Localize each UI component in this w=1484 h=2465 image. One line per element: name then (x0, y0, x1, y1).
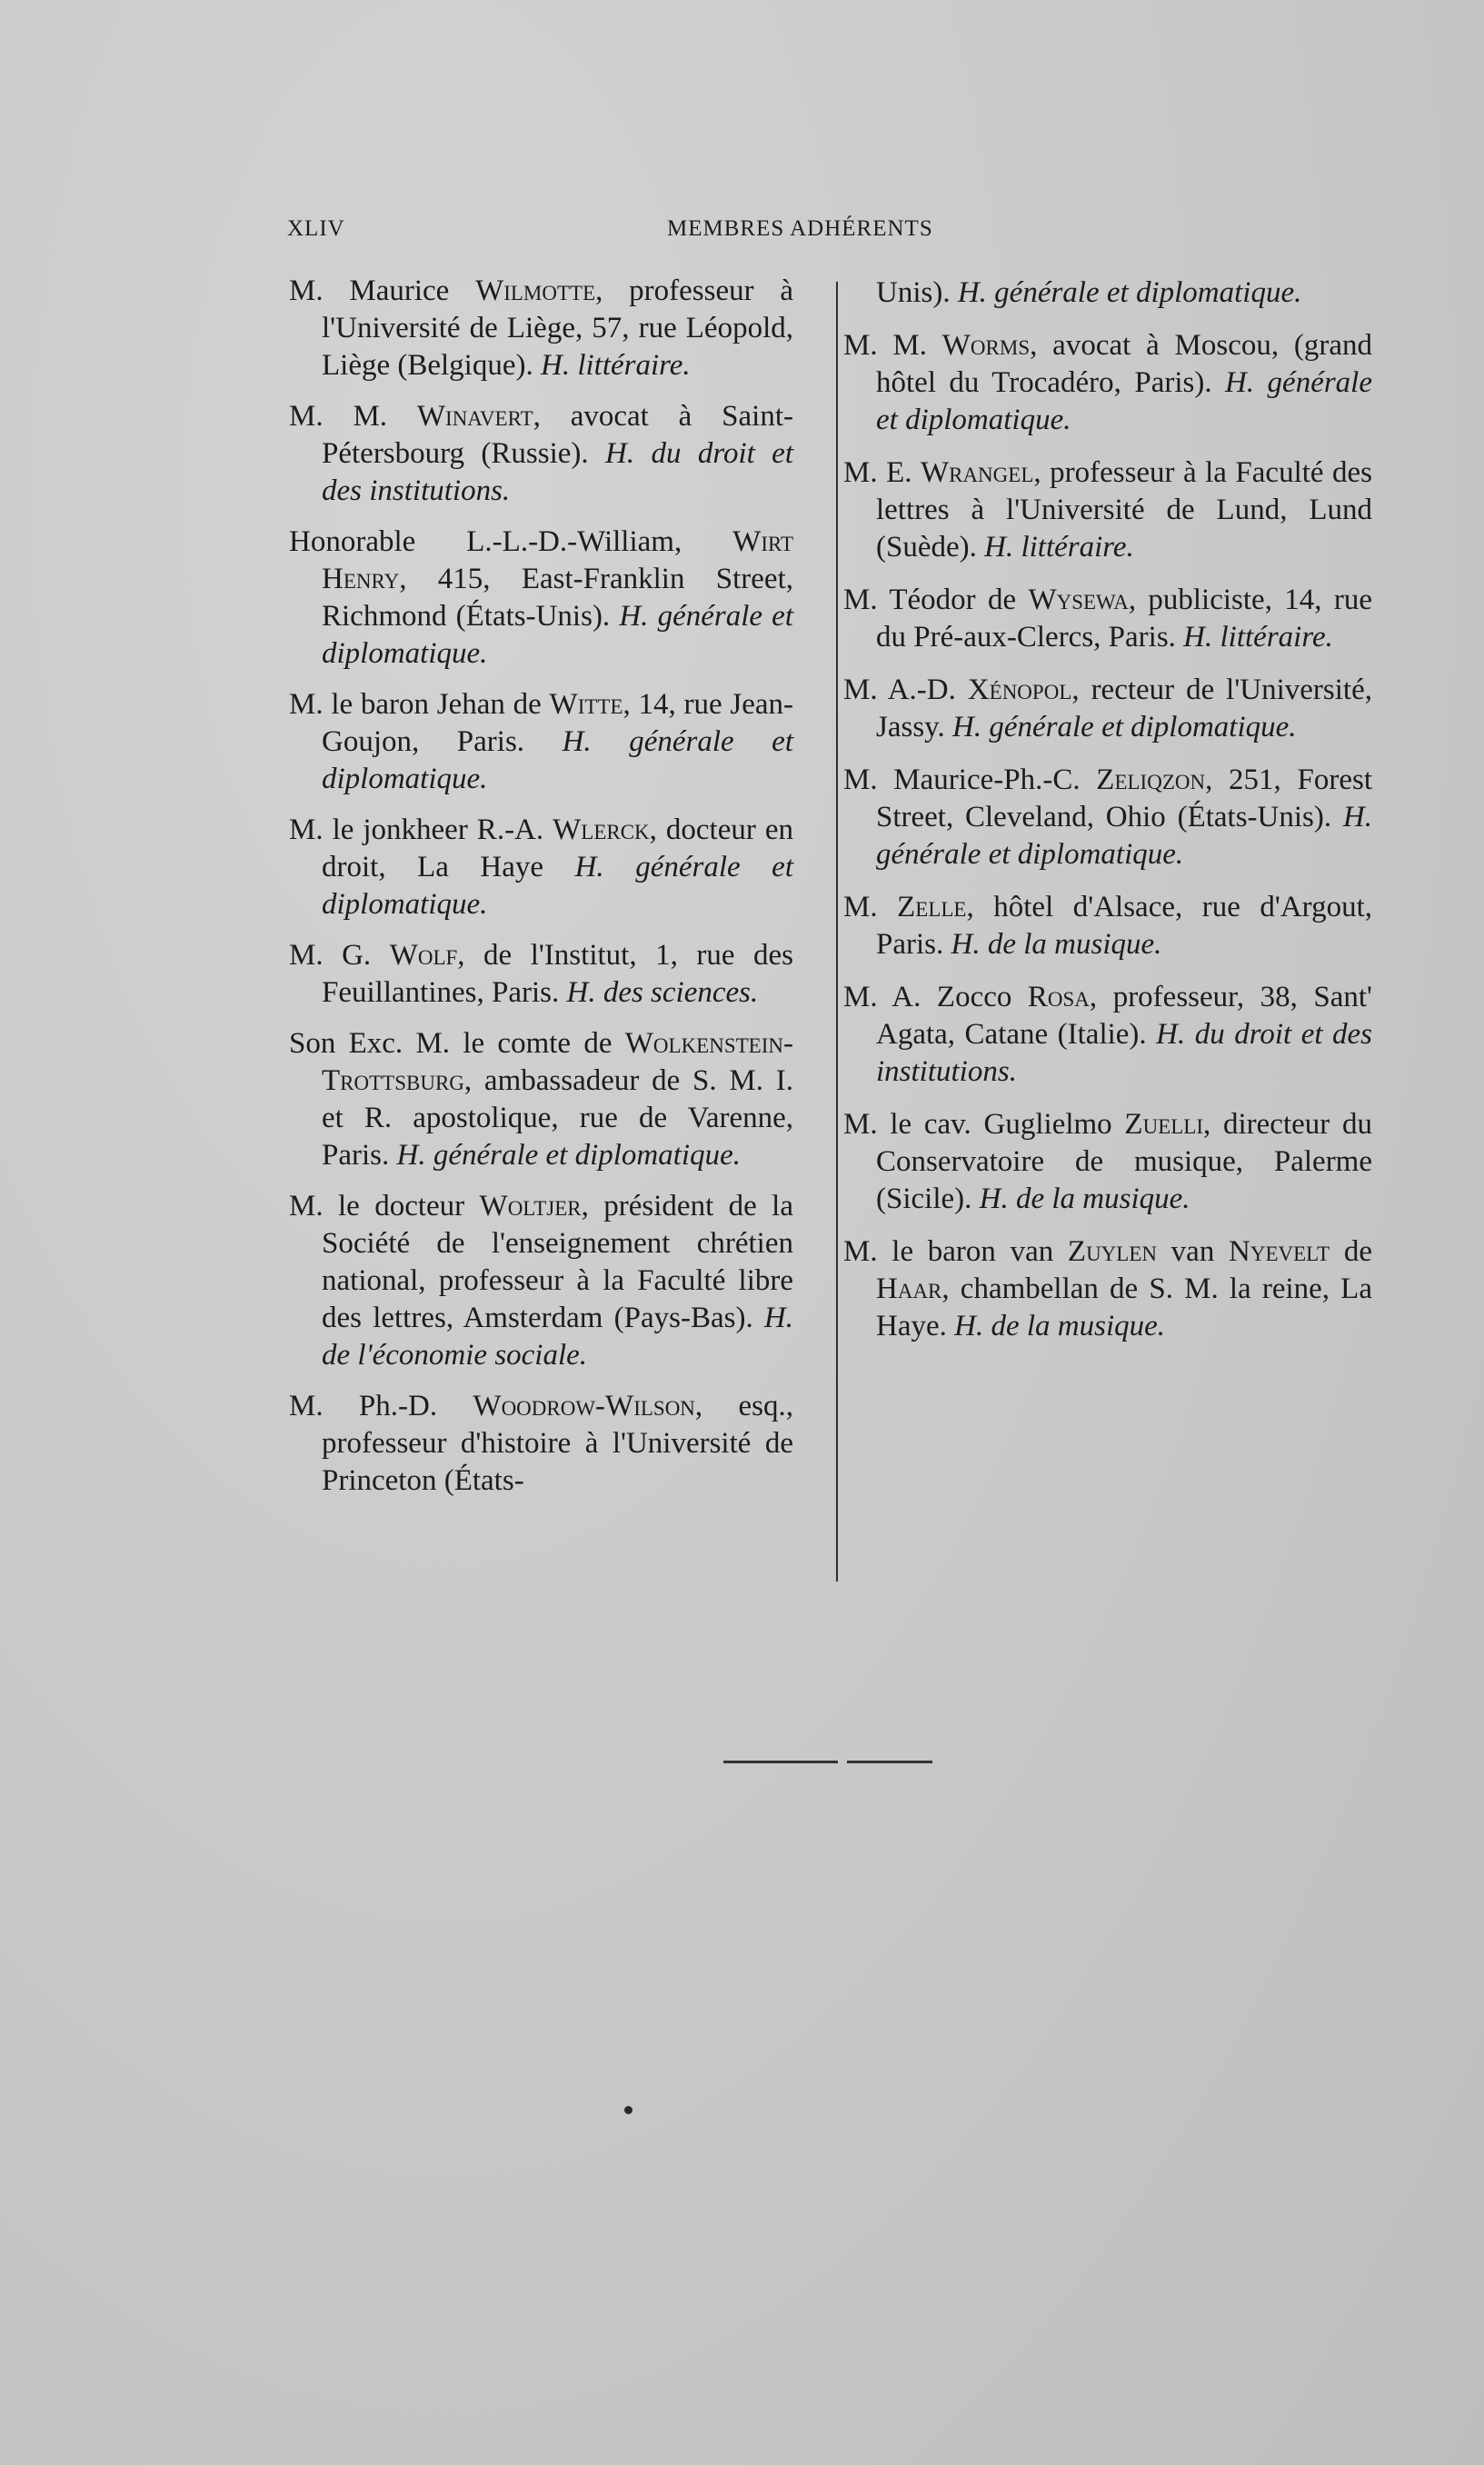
entry-text: M. E. (843, 456, 921, 489)
left-column (289, 273, 793, 1513)
member-entry (843, 582, 1372, 656)
entry-text: , ambassadeur de S. M. I. et R. apostolique, rue de Varenne, Paris. (322, 1064, 793, 1172)
entry-text: , 251, Forest Street, Cleveland, Ohio (États-Unis). (876, 763, 1372, 833)
entry-text: M. le cav. Guglielmo (843, 1108, 1125, 1141)
member-entry (843, 274, 1372, 312)
section-label: H. générale et diplomatique. (876, 366, 1372, 436)
member-name: Nyevelt (1229, 1235, 1330, 1268)
member-name: Zuylen (1067, 1235, 1157, 1268)
entry-text: , chambellan de S. M. la reine, La Haye. (876, 1272, 1372, 1342)
entry-text: M. M. (289, 400, 417, 433)
member-name: Wilmotte (475, 274, 596, 307)
entry-text: , professeur à la Faculté des lettres à l'Université de Lund, Lund (Suède). (876, 456, 1373, 564)
column-separator (836, 282, 838, 1582)
entry-text: , président de la Société de l'enseignement chrétien national, professeur à la Faculté libre des lettres, Amsterdam (Pays-Bas). (322, 1190, 793, 1334)
entry-text: , hôtel d'Alsace, rue d'Argout, Paris. (876, 891, 1372, 961)
section-label: H. de l'économie sociale. (322, 1302, 793, 1372)
member-name: Winavert (416, 400, 533, 433)
section-label: H. générale et diplomatique. (322, 725, 793, 795)
member-entry (289, 273, 793, 384)
entry-text: , professeur à l'Université de Liège, 57, rue Léopold, Liège (Belgique). (322, 274, 793, 382)
member-name: Wolf (389, 939, 458, 972)
member-entry (289, 398, 793, 510)
member-entry (289, 524, 793, 673)
entry-text: M. le docteur (289, 1190, 480, 1223)
member-name: Wolkenstein-Trottsburg (322, 1027, 793, 1097)
page-title: MEMBRES ADHÉRENTS (667, 216, 933, 241)
entry-text: M. le jonkheer R.-A. (289, 813, 553, 846)
member-entry (843, 1233, 1372, 1345)
member-name: Worms (941, 329, 1031, 362)
member-name: Haar (876, 1272, 942, 1305)
entry-text: , avocat à Moscou, (grand hôtel du Trocadéro, Paris). (876, 329, 1373, 399)
entry-text: M. M. (843, 329, 942, 362)
end-rule-left (723, 1761, 838, 1763)
member-name: Woodrow-Wilson (473, 1390, 695, 1422)
right-column (843, 274, 1372, 1361)
entry-text: , recteur de l'Université, Jassy. (876, 674, 1372, 743)
member-entry (843, 889, 1372, 963)
member-entry (289, 686, 793, 798)
member-entry (843, 1106, 1372, 1218)
section-label: H. de la musique. (951, 928, 1162, 961)
entry-text: , directeur du Conservatoire de musique, Palerme (Sicile). (876, 1108, 1372, 1215)
entry-text: de (1330, 1235, 1372, 1268)
entry-text: , esq., professeur d'histoire à l'Université de Princeton (États- (322, 1390, 793, 1497)
entry-text: , avocat à Saint-Pétersbourg (Russie). (322, 400, 793, 470)
entry-text: M. (843, 891, 898, 923)
member-entry (843, 454, 1372, 566)
entry-text: , 415, East-Franklin Street, Richmond (États-Unis). (322, 563, 793, 633)
entry-text: M. Ph.-D. (289, 1390, 473, 1422)
section-label: H. du droit et des institutions. (876, 1018, 1372, 1088)
entry-text: , de l'Institut, 1, rue des Feuillantines, Paris. (322, 939, 793, 1009)
member-name: Wirt Henry (322, 525, 793, 595)
entry-text: , publiciste, 14, rue du Pré-aux-Clercs, Paris. (876, 584, 1373, 654)
entry-text: M. G. (289, 939, 390, 972)
member-entry (289, 1388, 793, 1500)
member-name: Witte (549, 688, 623, 721)
entry-text: Honorable L.-L.-D.-William, (289, 525, 733, 558)
entry-text: M. Maurice (289, 274, 476, 307)
member-entry (289, 1025, 793, 1174)
member-entry (289, 1188, 793, 1374)
entry-text: M. Maurice-Ph.-C. (843, 763, 1097, 796)
section-label: H. de la musique. (979, 1183, 1190, 1215)
ink-dot (624, 2106, 632, 2114)
section-label: H. de la musique. (954, 1310, 1166, 1342)
section-label: H. des sciences. (566, 976, 759, 1009)
member-entry (843, 979, 1372, 1091)
section-label: H. générale et diplomatique. (322, 851, 793, 921)
entry-text: M. Téodor de (843, 584, 1029, 616)
section-label: H. littéraire. (541, 349, 691, 382)
section-label: H. générale et diplomatique. (322, 600, 793, 670)
member-name: Zelle (897, 891, 967, 923)
running-header (287, 216, 983, 249)
entry-text: M. A.-D. (843, 674, 968, 706)
member-name: Zeliqzon (1096, 763, 1206, 796)
section-label: H. littéraire. (984, 531, 1134, 564)
member-name: Wysewa (1028, 584, 1129, 616)
member-name: Rosa (1027, 981, 1090, 1013)
section-label: H. du droit et des institutions. (322, 437, 793, 507)
entry-text: , professeur, 38, Sant' Agata, Catane (Italie). (876, 981, 1372, 1051)
section-label: H. générale et diplomatique. (396, 1139, 742, 1172)
entry-text: M. le baron Jehan de (289, 688, 550, 721)
entry-text: Son Exc. M. le comte de (289, 1027, 625, 1060)
member-entry (289, 937, 793, 1012)
member-name: Zuelli (1124, 1108, 1203, 1141)
end-rule-right (847, 1761, 932, 1763)
section-label: H. générale et diplomatique. (957, 276, 1302, 309)
entry-text: van (1157, 1235, 1230, 1268)
section-label: H. générale et diplomatique. (952, 711, 1297, 743)
member-name: Wlerck (553, 813, 650, 846)
member-name: Wrangel (920, 456, 1034, 489)
page-number: XLIV (287, 216, 345, 241)
section-label: H. générale et diplomatique. (876, 801, 1372, 871)
entry-text: , 14, rue Jean-Goujon, Paris. (322, 688, 794, 758)
member-entry (843, 327, 1372, 439)
entry-text: Unis). (876, 276, 958, 309)
entry-text: M. A. Zocco (843, 981, 1028, 1013)
section-label: H. littéraire. (1183, 621, 1333, 654)
entry-text: , docteur en droit, La Haye (322, 813, 793, 883)
member-entry (843, 672, 1372, 746)
entry-text: M. le baron van (843, 1235, 1068, 1268)
member-name: Woltjer (479, 1190, 582, 1223)
member-entry (843, 762, 1372, 873)
member-entry (289, 812, 793, 923)
member-name: Xénopol (967, 674, 1072, 706)
